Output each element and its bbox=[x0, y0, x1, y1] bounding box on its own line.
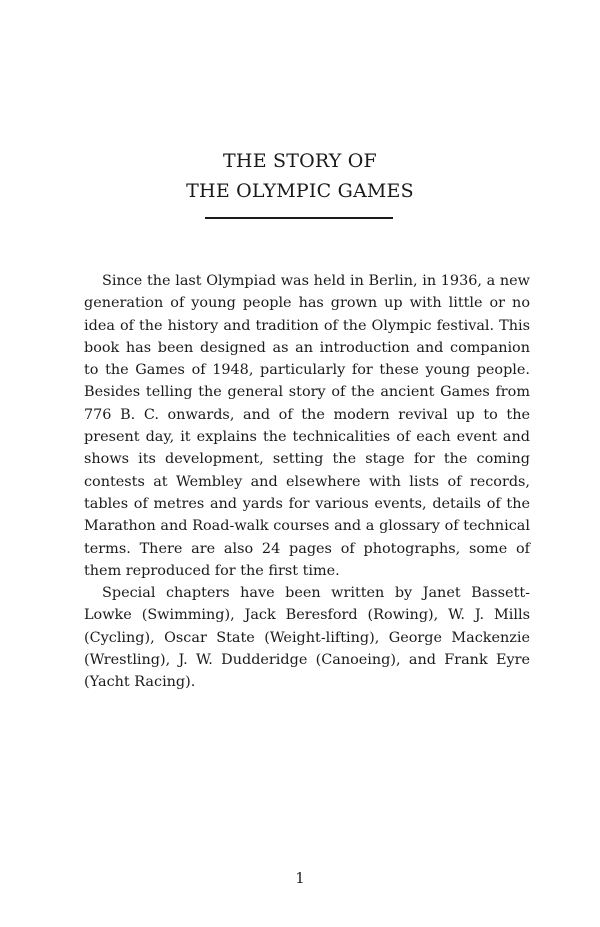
title-line-1: THE STORY OF bbox=[223, 150, 377, 172]
title-line-2: THE OLYMPIC GAMES bbox=[186, 180, 414, 202]
title-divider bbox=[205, 217, 393, 219]
page-number: 1 bbox=[295, 871, 305, 887]
page-title bbox=[0, 146, 600, 206]
paragraph-1: Since the last Olympiad was held in Berlin, in 1936, a new generation of young people has grown up with little or no idea of the history and tradition of the Olympic festival. This book has been designed as an introduction and companion to the Games of 1948, particularly for these young people. Besides telling the general story of the ancient Games from 776 B. C. onwards, and of the modern revival up to the present day, it explains the technicalities of each event and shows its development, setting the stage for the coming contests at Wembley and elsewhere with lists of records, tables of metres and yards for various events, details of the Marathon and Road-walk courses and a glossary of technical terms. There are also 24 pages of photographs, some of them reproduced for the first time. bbox=[84, 273, 530, 579]
paragraph-2: Special chapters have been written by Janet Bassett-Lowke (Swimming), Jack Beresford (Rowing), W. J. Mills (Cycling), Oscar State (Weight-lifting), George Mackenzie (Wrestling), J. W. Dudderidge (Canoeing), and Frank Eyre (Yacht Racing). bbox=[84, 585, 530, 691]
body-text bbox=[84, 270, 530, 694]
